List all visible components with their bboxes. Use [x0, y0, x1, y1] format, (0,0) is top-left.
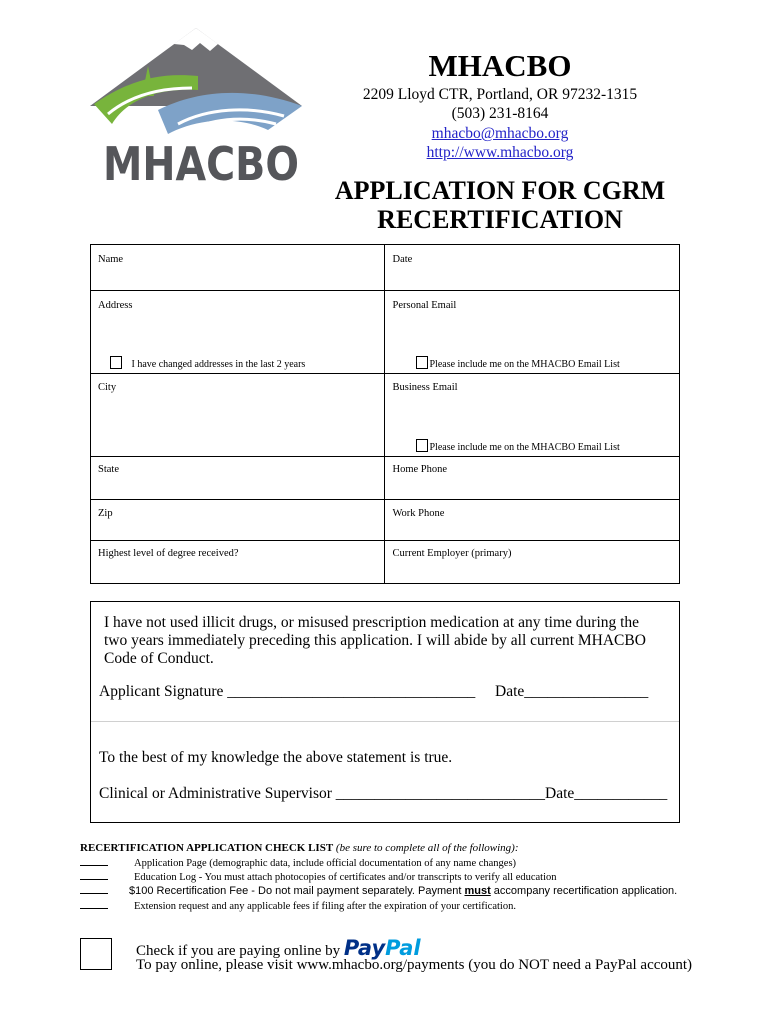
org-email-wrap — [0, 125, 770, 143]
changed-address-checkbox[interactable] — [110, 356, 122, 369]
applicant-date-line[interactable]: Date________________ — [495, 683, 649, 700]
date-label: Date — [392, 254, 413, 265]
statement-box — [90, 601, 680, 823]
address-field[interactable] — [91, 291, 385, 374]
checklist-blank-1[interactable] — [80, 856, 108, 866]
checklist-heading — [80, 842, 519, 854]
paypal-line-2: To pay online, please visit www.mhacbo.org/payments (you do NOT need a PayPal account) — [136, 957, 693, 973]
business-email-label: Business Email — [392, 382, 458, 393]
checklist-blank-4[interactable] — [80, 899, 108, 909]
work-phone-label: Work Phone — [392, 508, 445, 519]
checklist-item-2 — [80, 870, 557, 883]
changed-address-label: I have changed addresses in the last 2 years — [131, 359, 306, 370]
checklist-item-1 — [80, 856, 516, 869]
applicant-info-table — [90, 244, 680, 584]
degree-label: Highest level of degree received? — [98, 548, 239, 559]
checklist-note: (be sure to complete all of the following): — [335, 842, 519, 854]
email-list-option-2 — [416, 439, 619, 453]
org-name: MHACBO — [428, 48, 572, 83]
statement-text: I have not used illicit drugs, or misused prescription medication at any time during the two years immediately preceding this application. I will abide by all current MHACBO Code of Conduct. — [104, 614, 646, 667]
home-phone-field[interactable] — [385, 457, 680, 500]
address-label: Address — [98, 300, 133, 311]
checklist-blank-2[interactable] — [80, 870, 108, 880]
email-list-label-1: Please include me on the MHACBO Email List — [429, 359, 620, 370]
business-email-field[interactable] — [385, 374, 680, 457]
title-line-2: RECERTIFICATION — [377, 205, 623, 234]
degree-field[interactable] — [91, 541, 385, 584]
zip-label: Zip — [98, 508, 113, 519]
org-website-wrap — [0, 144, 770, 162]
changed-address-option — [110, 356, 305, 370]
email-list-label-2: Please include me on the MHACBO Email List — [429, 442, 620, 453]
city-label: City — [98, 382, 117, 393]
org-address: 2209 Lloyd CTR, Portland, OR 97232-1315 — [362, 86, 638, 103]
email-list-option-1 — [416, 356, 619, 370]
supervisor-statement: To the best of my knowledge the above statement is true. — [99, 749, 453, 766]
work-phone-field[interactable] — [385, 500, 680, 541]
paypal-logo-pay: Pay — [343, 936, 386, 960]
checklist-title: RECERTIFICATION APPLICATION CHECK LIST — [80, 842, 334, 854]
checklist-item-3 — [80, 884, 677, 897]
logo-text: MHACBO — [103, 137, 299, 188]
checklist-item-3-text — [129, 885, 677, 897]
applicant-signature-line[interactable]: Applicant Signature ________________________________ — [99, 683, 476, 700]
checklist-item-3-post: accompany recertification application. — [490, 885, 678, 897]
org-phone: (503) 231-8164 — [451, 105, 549, 122]
title-line-1: APPLICATION FOR CGRM — [334, 176, 666, 205]
paypal-logo-pal: Pal — [385, 936, 421, 960]
org-email-link[interactable]: mhacbo@mhacbo.org — [431, 125, 569, 142]
zip-field[interactable] — [91, 500, 385, 541]
checklist-item-2-text: Education Log - You must attach photocopies of certificates and/or transcripts to verify all education — [134, 872, 557, 883]
supervisor-signature-line[interactable]: Clinical or Administrative Supervisor ___________________________ — [99, 785, 546, 802]
supervisor-date-line[interactable]: Date____________ — [545, 785, 668, 802]
org-website-link[interactable]: http://www.mhacbo.org — [426, 144, 574, 161]
personal-email-label: Personal Email — [392, 300, 457, 311]
city-field[interactable] — [91, 374, 385, 457]
state-label: State — [98, 464, 119, 475]
checklist-item-4-text: Extension request and any applicable fees if filing after the expiration of your certification. — [134, 901, 516, 912]
email-list-checkbox-1[interactable] — [416, 356, 428, 369]
employer-label: Current Employer (primary) — [392, 548, 512, 559]
employer-field[interactable] — [385, 541, 680, 584]
state-field[interactable] — [91, 457, 385, 500]
paypal-checkbox[interactable] — [80, 938, 112, 970]
name-label: Name — [98, 254, 124, 265]
personal-email-field[interactable] — [385, 291, 680, 374]
email-list-checkbox-2[interactable] — [416, 439, 428, 452]
name-field[interactable] — [91, 245, 385, 291]
statement-divider — [91, 721, 679, 722]
checklist-item-4 — [80, 899, 516, 912]
checklist-item-1-text: Application Page (demographic data, include official documentation of any name changes) — [134, 858, 517, 869]
home-phone-label: Home Phone — [392, 464, 448, 475]
checklist-blank-3[interactable] — [80, 884, 108, 894]
paypal-line-1-text: Check if you are paying online by — [136, 943, 341, 959]
checklist-item-3-must: must — [464, 885, 491, 897]
date-field[interactable] — [385, 245, 680, 291]
checklist-item-3-pre: $100 Recertification Fee - Do not mail payment separately. Payment — [129, 885, 465, 897]
